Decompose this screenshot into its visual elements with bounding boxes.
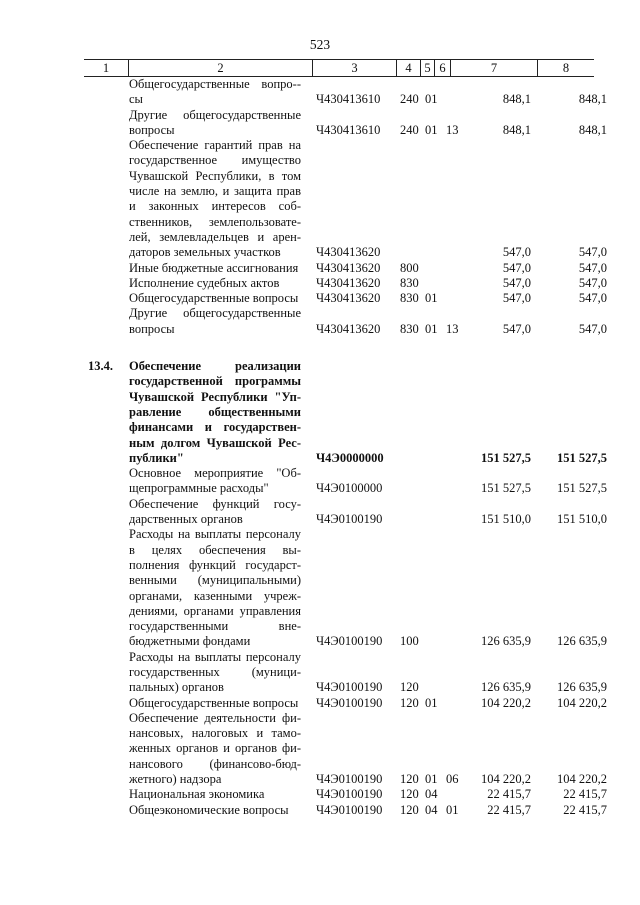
row-number: 13.4. [88,359,113,374]
table-row [0,696,640,711]
expense-type-code: 120 [400,787,419,802]
subsection-code: 01 [446,802,459,817]
target-article-code: Ч430413620 [316,245,381,260]
target-article-code: Ч4Э0100190 [316,634,383,649]
expense-type-code: 240 [400,92,419,107]
amount-col-8: 126 635,9 [557,680,607,695]
table-row [0,803,640,818]
expense-type-code: 120 [400,680,419,695]
amount-col-8: 126 635,9 [557,634,607,649]
amount-col-7: 547,0 [502,245,531,260]
row-name: Обеспечение функций государственных органов [129,496,301,527]
amount-col-8: 848,1 [578,92,607,107]
header-col-5: 5 [420,60,434,76]
target-article-code: Ч4Э0100190 [316,680,383,695]
row-name: Исполнение судебных актов [129,275,280,290]
table-row [0,711,640,787]
target-article-code: Ч4Э0000000 [316,450,384,465]
amount-col-7: 547,0 [502,321,531,336]
row-name: Обеспечение гарантий прав на государственное имущество Чувашской Республики, в том числе на землю, и защита прав и законных интересов собственников, землепользователей, землевладельцев и арендаторов земельных участков [129,138,301,260]
table-row [0,466,640,497]
amount-col-8: 151 510,0 [557,512,607,527]
target-article-code: Ч430413620 [316,321,381,336]
table-header [84,59,594,77]
expense-type-code: 120 [400,695,419,710]
row-name: Расходы на выплаты персоналу государственных (муниципальных) органов [129,649,301,695]
row-name: Другие общегосударственные вопросы [129,306,301,336]
target-article-code: Ч430413620 [316,275,381,290]
table-row [0,527,640,649]
table-row [0,261,640,276]
subsection-code: 06 [446,772,459,787]
table-row [0,359,640,466]
section-code: 01 [425,291,438,306]
expense-type-code: 800 [400,260,419,275]
amount-col-8: 547,0 [578,260,607,275]
amount-col-8: 848,1 [578,122,607,137]
row-name: Общеэкономические вопросы [129,802,289,817]
target-article-code: Ч430413620 [316,260,381,275]
header-col-3: 3 [312,60,396,76]
amount-col-8: 22 415,7 [563,802,607,817]
expense-type-code: 240 [400,122,419,137]
target-article-code: Ч4Э0100000 [316,481,383,496]
expense-type-code: 830 [400,321,419,336]
section-code: 01 [425,321,438,336]
expense-type-code: 830 [400,291,419,306]
row-name: Другие общегосударственные вопросы [129,107,301,137]
table-row [0,108,640,139]
amount-col-7: 126 635,9 [481,680,531,695]
table-row [0,276,640,291]
table-row [0,138,640,260]
amount-col-8: 104 220,2 [557,695,607,710]
row-name: Общегосударственные вопросы [129,291,299,306]
table-row [0,497,640,528]
expense-type-code: 120 [400,802,419,817]
amount-col-8: 104 220,2 [557,772,607,787]
row-name: Общегосударственные вопро-сы [129,77,301,107]
target-article-code: Ч4Э0100190 [316,695,383,710]
amount-col-8: 22 415,7 [563,787,607,802]
row-name: Расходы на выплаты персоналу в целях обеспечения выполнения функций государственными (муниципальными) органами, казенными учреждениями, органами управления государственными внебюджетными фондами [129,527,301,649]
amount-col-7: 151 527,5 [481,450,531,465]
header-col-4: 4 [396,60,420,76]
header-col-7: 7 [450,60,537,76]
amount-col-7: 151 510,0 [481,512,531,527]
target-article-code: Ч4Э0100190 [316,772,383,787]
target-article-code: Ч430413610 [316,92,381,107]
amount-col-8: 547,0 [578,321,607,336]
section-code: 04 [425,802,438,817]
subsection-code: 13 [446,321,459,336]
amount-col-7: 547,0 [502,291,531,306]
amount-col-7: 848,1 [502,92,531,107]
row-name: Обеспечение реализации государственной программы Чувашской Республики "Управление общественными финансами и государственным долгом Чувашской Республики" [129,359,301,465]
amount-col-7: 126 635,9 [481,634,531,649]
header-col-1: 1 [102,61,110,75]
expense-type-code: 100 [400,634,419,649]
target-article-code: Ч430413620 [316,291,381,306]
row-name: Основное мероприятие "Общепрограммные расходы" [129,466,301,496]
target-article-code: Ч430413610 [316,122,381,137]
amount-col-7: 547,0 [502,275,531,290]
header-col-2: 2 [128,60,312,76]
row-name: Национальная экономика [129,787,265,802]
table-row [0,650,640,696]
section-code: 04 [425,787,438,802]
amount-col-7: 104 220,2 [481,695,531,710]
amount-col-8: 547,0 [578,245,607,260]
amount-col-7: 848,1 [502,122,531,137]
subsection-code: 13 [446,122,459,137]
row-name: Общегосударственные вопросы [129,695,299,710]
target-article-code: Ч4Э0100190 [316,802,383,817]
table-row [0,787,640,802]
header-col-8: 8 [537,60,594,76]
target-article-code: Ч4Э0100190 [316,787,383,802]
section-code: 01 [425,772,438,787]
table-row [0,77,640,108]
row-name: Обеспечение деятельности финансовых, налоговых и таможенных органов и органов финансового (финансово-бюджетного) надзора [129,710,301,787]
expense-type-code: 830 [400,275,419,290]
amount-col-8: 547,0 [578,275,607,290]
amount-col-7: 151 527,5 [481,481,531,496]
expense-type-code: 120 [400,772,419,787]
row-name: Иные бюджетные ассигнования [129,260,299,275]
amount-col-7: 22 415,7 [487,787,531,802]
table-body [0,77,640,818]
section-code: 01 [425,122,438,137]
table-row [0,291,640,306]
amount-col-7: 22 415,7 [487,802,531,817]
table-row [0,306,640,337]
target-article-code: Ч4Э0100190 [316,512,383,527]
header-col-6: 6 [434,60,450,76]
amount-col-8: 151 527,5 [557,450,607,465]
amount-col-8: 547,0 [578,291,607,306]
page-number: 523 [309,37,331,52]
amount-col-7: 547,0 [502,260,531,275]
amount-col-8: 151 527,5 [557,481,607,496]
section-code: 01 [425,695,438,710]
amount-col-7: 104 220,2 [481,772,531,787]
section-code: 01 [425,92,438,107]
